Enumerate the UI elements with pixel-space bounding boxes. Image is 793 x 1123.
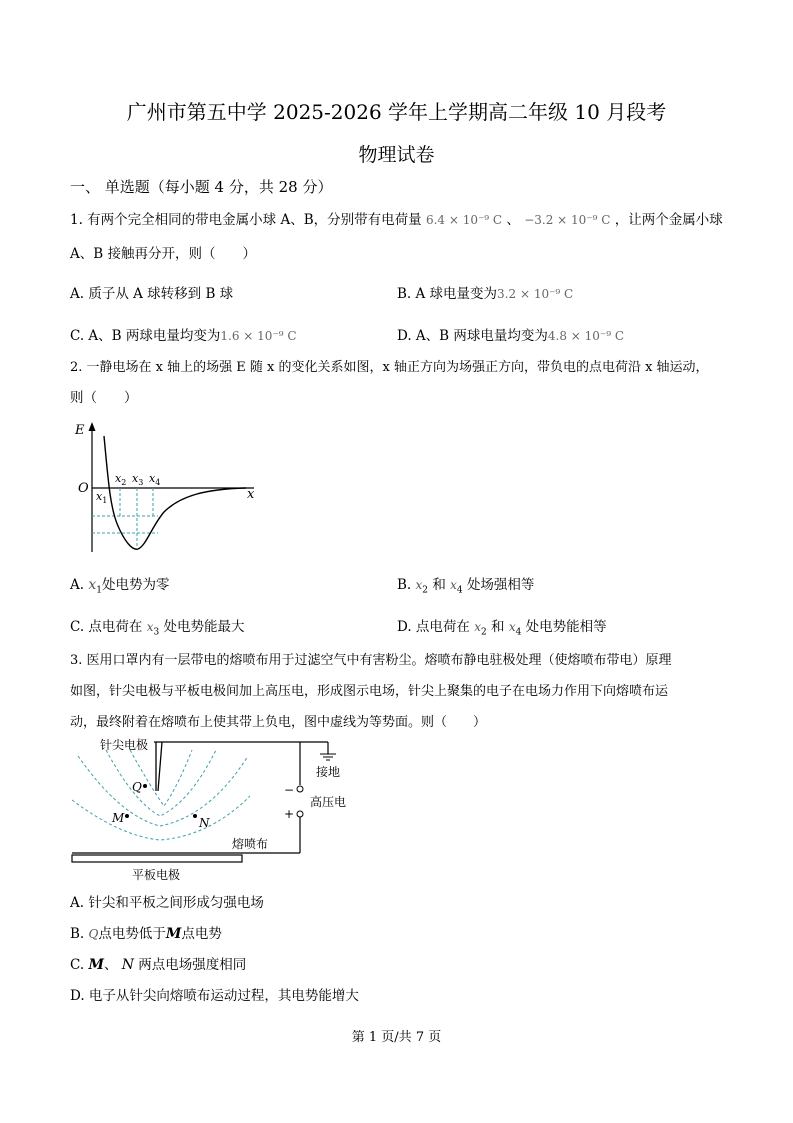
q1-option-c-math: 1.6 × 10⁻⁹ C: [220, 329, 297, 343]
n-label: N: [199, 816, 210, 830]
q2-a-prefix: A.: [70, 577, 85, 593]
q2-d-var2: x: [508, 620, 516, 634]
page-footer: 第 1 页/共 7 页: [351, 1030, 442, 1045]
q1-sep: 、: [506, 212, 520, 228]
needle-electrode-label: 针尖电极: [100, 738, 149, 752]
q3-stem-line1: 3. 医用口罩内有一层带电的熔喷布用于过滤空气中有害粉尘。熔喷布静电驻极处理（使熔喷布带电）原理: [70, 653, 672, 668]
point-q: [143, 784, 147, 788]
q2-stem-line1: 2. 一静电场在 x 轴上的场强 E 随 x 的变化关系如图，x 轴正方向为场强正方向，带负电的点电荷沿 x 轴运动，: [70, 360, 709, 375]
q3-b-prefix: B.: [70, 926, 85, 942]
q1-charge2: −3.2 × 10⁻⁹ C: [524, 213, 611, 227]
q1-option-a[interactable]: A. 质子从 A 球转移到 B 球: [70, 286, 234, 302]
q3-stem-line2: 如图，针尖电极与平板电极间加上高压电，形成图示电场，针尖上聚集的电子在电场力作用下向熔喷布运: [70, 684, 669, 699]
q1-option-b[interactable]: [397, 282, 573, 302]
e-axis-label: E: [75, 423, 85, 438]
minus-label: −: [284, 783, 295, 797]
q2-option-d[interactable]: [397, 615, 607, 638]
q2-a-post: 处电势为零: [101, 577, 170, 593]
q1-stem-line1: [70, 210, 723, 230]
q2-c-var: x: [146, 620, 154, 634]
cloth-label: 熔喷布: [232, 837, 269, 851]
q2-a-sub: 1: [96, 585, 102, 596]
q1-option-b-math: 3.2 × 10⁻⁹ C: [497, 287, 574, 301]
x1-label: $x_1$: [96, 490, 108, 505]
equipotential-3: [78, 756, 248, 826]
q2-d-prefix: D. 点电荷在: [397, 619, 470, 635]
q3-c-sep: 、: [103, 957, 118, 973]
hv-plus-terminal: [297, 811, 303, 817]
q2-option-c[interactable]: [70, 615, 245, 638]
q3-b-m: M: [165, 926, 182, 942]
q3-stem-line3: 动，最终附着在熔喷布上使其带上负电，图中虚线为等势面。则（ ）: [70, 715, 487, 730]
q3-c-post: 两点电场强度相同: [138, 957, 247, 973]
q3-c-m: M: [88, 957, 104, 973]
q2-b-var2: x: [450, 578, 457, 592]
q1-text-b: ，让两个金属小球: [614, 212, 723, 228]
q2-b-sub2: 4: [456, 585, 463, 596]
q2-option-a[interactable]: [70, 573, 169, 596]
exam-title: 广州市第五中学 2025-2026 学年上学期高二年级 10 月段考: [126, 100, 667, 124]
q2-d-mid: 和: [491, 619, 505, 635]
q2-option-b[interactable]: [397, 573, 534, 596]
q2-stem-line2: 则（ ）: [70, 390, 138, 406]
q2-c-post: 处电势能最大: [163, 619, 245, 635]
q3-option-b[interactable]: [70, 922, 222, 942]
q3-b-post: 点电势: [181, 926, 222, 942]
q2-b-var1: x: [415, 578, 423, 592]
q2-b-mid: 和: [432, 577, 446, 593]
q3-electret-diagram: [70, 736, 360, 886]
q-label: Q: [132, 780, 142, 794]
q1-option-b-text: B. A 球电量变为: [397, 286, 498, 302]
q2-a-var: x: [88, 577, 97, 593]
ground-label: 接地: [316, 765, 341, 779]
needle-right-edge: [158, 742, 162, 791]
x4-label: $x_4$: [149, 472, 161, 487]
q3-c-prefix: C.: [70, 957, 85, 973]
hv-label: 高压电: [310, 795, 347, 809]
plus-label: +: [284, 807, 295, 821]
plate-electrode: [72, 855, 242, 862]
q3-option-c[interactable]: [70, 953, 246, 973]
q1-option-d-text: D. A、B 两球电量均变为: [397, 328, 548, 344]
x2-label: $x_2$: [115, 472, 127, 487]
q3-option-a[interactable]: A. 针尖和平板之间形成匀强电场: [70, 895, 264, 911]
e-axis-arrow: [89, 422, 96, 431]
q2-b-prefix: B.: [397, 577, 412, 593]
q2-b-post: 处场强相等: [466, 577, 535, 593]
q2-e-x-graph: [70, 418, 270, 558]
q1-option-c-text: C. A、B 两球电量均变为: [70, 328, 221, 344]
e-curve: [104, 436, 246, 549]
q2-d-sub1: 2: [481, 627, 487, 638]
q1-charge1: 6.4 × 10⁻⁹ C: [425, 213, 503, 227]
q2-d-sub2: 4: [515, 627, 522, 638]
plate-label: 平板电极: [132, 868, 181, 882]
m-label: M: [112, 811, 125, 825]
section-heading: 一、 单选题（每小题 4 分，共 28 分）: [70, 178, 333, 196]
q3-option-d[interactable]: D. 电子从针尖向熔喷布运动过程，其电势能增大: [70, 988, 359, 1004]
q3-b-mid: 点电势低于: [98, 926, 166, 942]
x-axis-label: x: [247, 487, 255, 502]
equipotential-4: [72, 796, 250, 840]
x3-label: $x_3$: [132, 472, 144, 487]
q3-b-q: Q: [88, 927, 99, 941]
hv-minus-terminal: [297, 786, 303, 792]
q3-c-n: N: [121, 957, 134, 973]
q1-option-c[interactable]: [70, 324, 297, 344]
point-m: [125, 814, 129, 818]
q2-d-post: 处电势能相等: [525, 619, 607, 635]
q2-c-sub: 3: [153, 627, 160, 638]
q2-b-sub1: 2: [422, 585, 429, 596]
q2-c-prefix: C. 点电荷在: [70, 619, 143, 635]
point-n: [193, 814, 197, 818]
q2-d-var1: x: [474, 620, 482, 634]
q1-text-a: 1. 有两个完全相同的带电金属小球 A、B，分别带有电荷量: [70, 212, 422, 228]
origin-label: O: [78, 481, 89, 496]
q1-option-d[interactable]: [397, 324, 624, 344]
q1-option-d-math: 4.8 × 10⁻⁹ C: [547, 329, 625, 343]
exam-subtitle: 物理试卷: [358, 144, 435, 166]
q1-stem-line2: A、B 接触再分开，则（ ）: [70, 246, 256, 262]
